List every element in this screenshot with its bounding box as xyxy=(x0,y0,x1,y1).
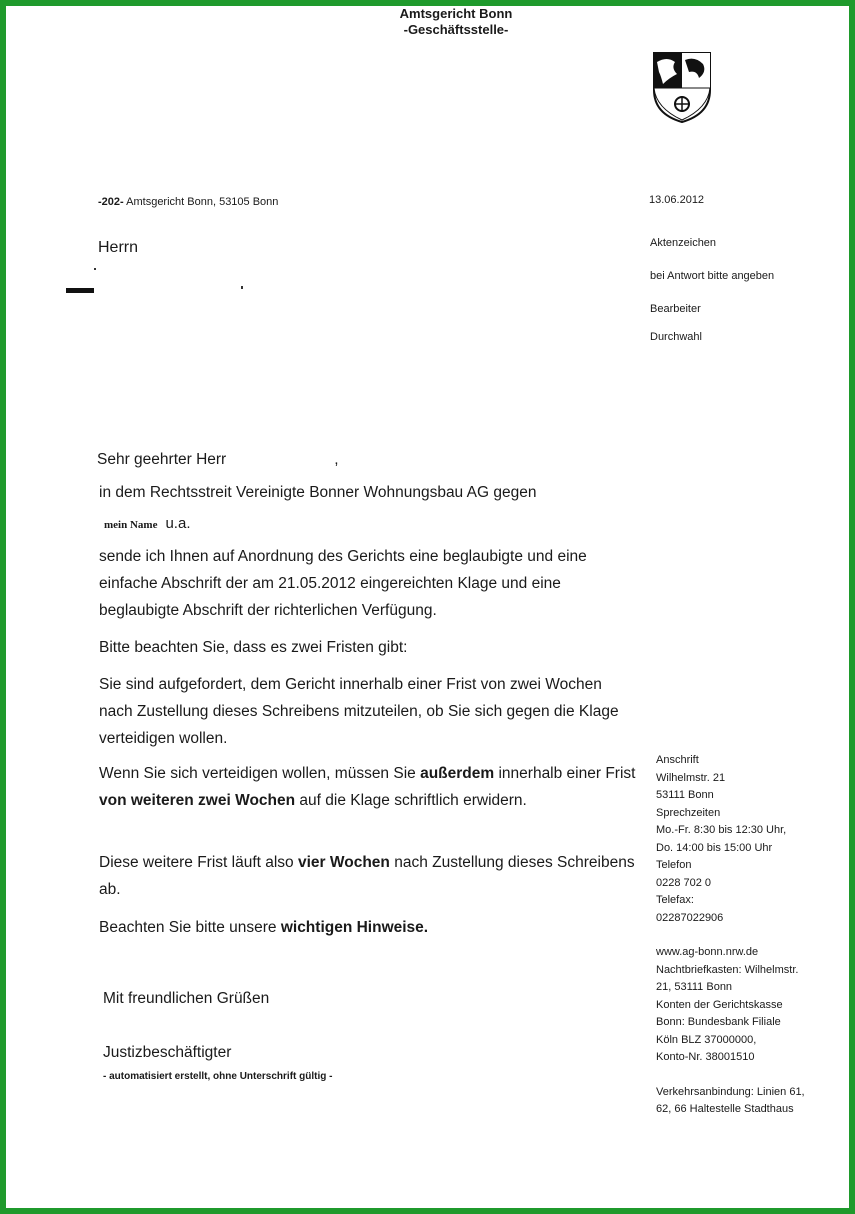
redaction-dot xyxy=(94,268,96,270)
city: 53111 Bonn xyxy=(656,789,714,801)
p4-text: Wenn Sie sich verteidigen wollen, müssen Sie xyxy=(99,765,421,782)
konten-line: Köln BLZ 37000000, xyxy=(656,1033,757,1046)
street: Wilhelmstr. 21 xyxy=(656,771,726,784)
paragraph-5 xyxy=(99,849,639,903)
paragraph-2: Bitte beachten Sie, dass es zwei Fristen gibt: xyxy=(99,639,408,656)
p5-emphasis: vier Wochen xyxy=(298,854,390,871)
verkehr-line: Verkehrsanbindung: Linien 61, xyxy=(656,1085,805,1098)
bei-antwort-label: bei Antwort bitte angeben xyxy=(650,270,775,282)
court-subtitle: -Geschäftsstelle- xyxy=(403,22,509,37)
paragraph-3: Sie sind aufgefordert, dem Gericht innerhalb einer Frist von zwei Wochen nach Zustellung dieses Schreibens mitzuteilen, ob Sie sich gegen die Klage verteidigen wollen. xyxy=(99,676,619,747)
paragraph-4 xyxy=(99,760,639,814)
case-line: in dem Rechtsstreit Vereinigte Bonner Wohnungsbau AG gegen xyxy=(99,484,537,501)
p4-emphasis: außerdem xyxy=(420,765,495,782)
greeting-comma: , xyxy=(334,451,339,468)
court-info-sidebar xyxy=(656,752,805,1119)
telefon-number: 0228 702 0 xyxy=(656,876,712,889)
automation-note: - automatisiert erstellt, ohne Unterschrift gültig - xyxy=(103,1071,333,1082)
paragraph-1: sende ich Ihnen auf Anordnung des Gerichts eine beglaubigte und eine einfache Abschrift der am 21.05.2012 eingereichten Klage und eine beglaubigte Abschrift der richterlichen Verfügung. xyxy=(99,548,587,619)
telefax-label: Telefax: xyxy=(656,894,694,906)
website: www.ag-bonn.nrw.de xyxy=(656,946,759,958)
redaction-mark xyxy=(66,288,94,293)
greeting-text: Sehr geehrter Herr xyxy=(97,451,227,468)
nachtbriefkasten-line: Nachtbriefkasten: Wilhelmstr. xyxy=(656,963,799,976)
name-placeholder: mein Name xyxy=(104,519,158,531)
sender-address: Amtsgericht Bonn, 53105 Bonn xyxy=(126,196,279,208)
paragraph-6 xyxy=(99,914,639,941)
signature-title: Justizbeschäftigter xyxy=(103,1044,232,1061)
court-name: Amtsgericht Bonn xyxy=(399,6,513,21)
closing-phrase: Mit freundlichen Grüßen xyxy=(103,990,270,1007)
p5-text: nach Zustellung dieses Schreibens ab. xyxy=(99,854,635,898)
recipient-salutation: Herrn xyxy=(98,239,139,256)
hours-line: Mo.-Fr. 8:30 bis 12:30 Uhr, xyxy=(656,824,787,836)
hours-line: Do. 14:00 bis 15:00 Uhr xyxy=(656,841,773,854)
telefon-label: Telefon xyxy=(656,859,692,871)
aktenzeichen-label: Aktenzeichen xyxy=(650,237,717,249)
konten-line: Bonn: Bundesbank Filiale xyxy=(656,1016,781,1028)
anschrift-label: Anschrift xyxy=(656,754,699,766)
nachtbriefkasten-line: 21, 53111 Bonn xyxy=(656,981,733,993)
p4-emphasis: von weiteren zwei Wochen xyxy=(99,792,296,809)
konten-line: Konten der Gerichtskasse xyxy=(656,998,783,1011)
letterhead xyxy=(366,6,546,38)
coat-of-arms-logo xyxy=(651,50,713,124)
sender-code: -202- xyxy=(98,196,124,208)
p4-text: innerhalb einer Frist xyxy=(494,765,636,782)
p6-text: Beachten Sie bitte unsere xyxy=(99,919,281,936)
verkehr-line: 62, 66 Haltestelle Stadthaus xyxy=(656,1103,794,1115)
defendant-line xyxy=(104,510,191,539)
p6-emphasis: wichtigen Hinweise. xyxy=(280,919,429,936)
letter-page xyxy=(6,6,849,1208)
letter-date: 13.06.2012 xyxy=(649,194,705,206)
durchwahl-label: Durchwahl xyxy=(650,331,702,343)
telefax-number: 02287022906 xyxy=(656,911,724,924)
name-suffix: u.a. xyxy=(165,515,191,532)
bearbeiter-label: Bearbeiter xyxy=(650,303,701,315)
greeting xyxy=(97,446,339,473)
redaction-dot xyxy=(241,286,243,289)
sender-return-address xyxy=(98,196,278,208)
sprechzeiten-label: Sprechzeiten xyxy=(656,806,721,819)
p5-text: Diese weitere Frist läuft also xyxy=(99,854,298,871)
konten-line: Konto-Nr. 38001510 xyxy=(656,1051,755,1063)
p4-text: auf die Klage schriftlich erwidern. xyxy=(295,792,527,809)
